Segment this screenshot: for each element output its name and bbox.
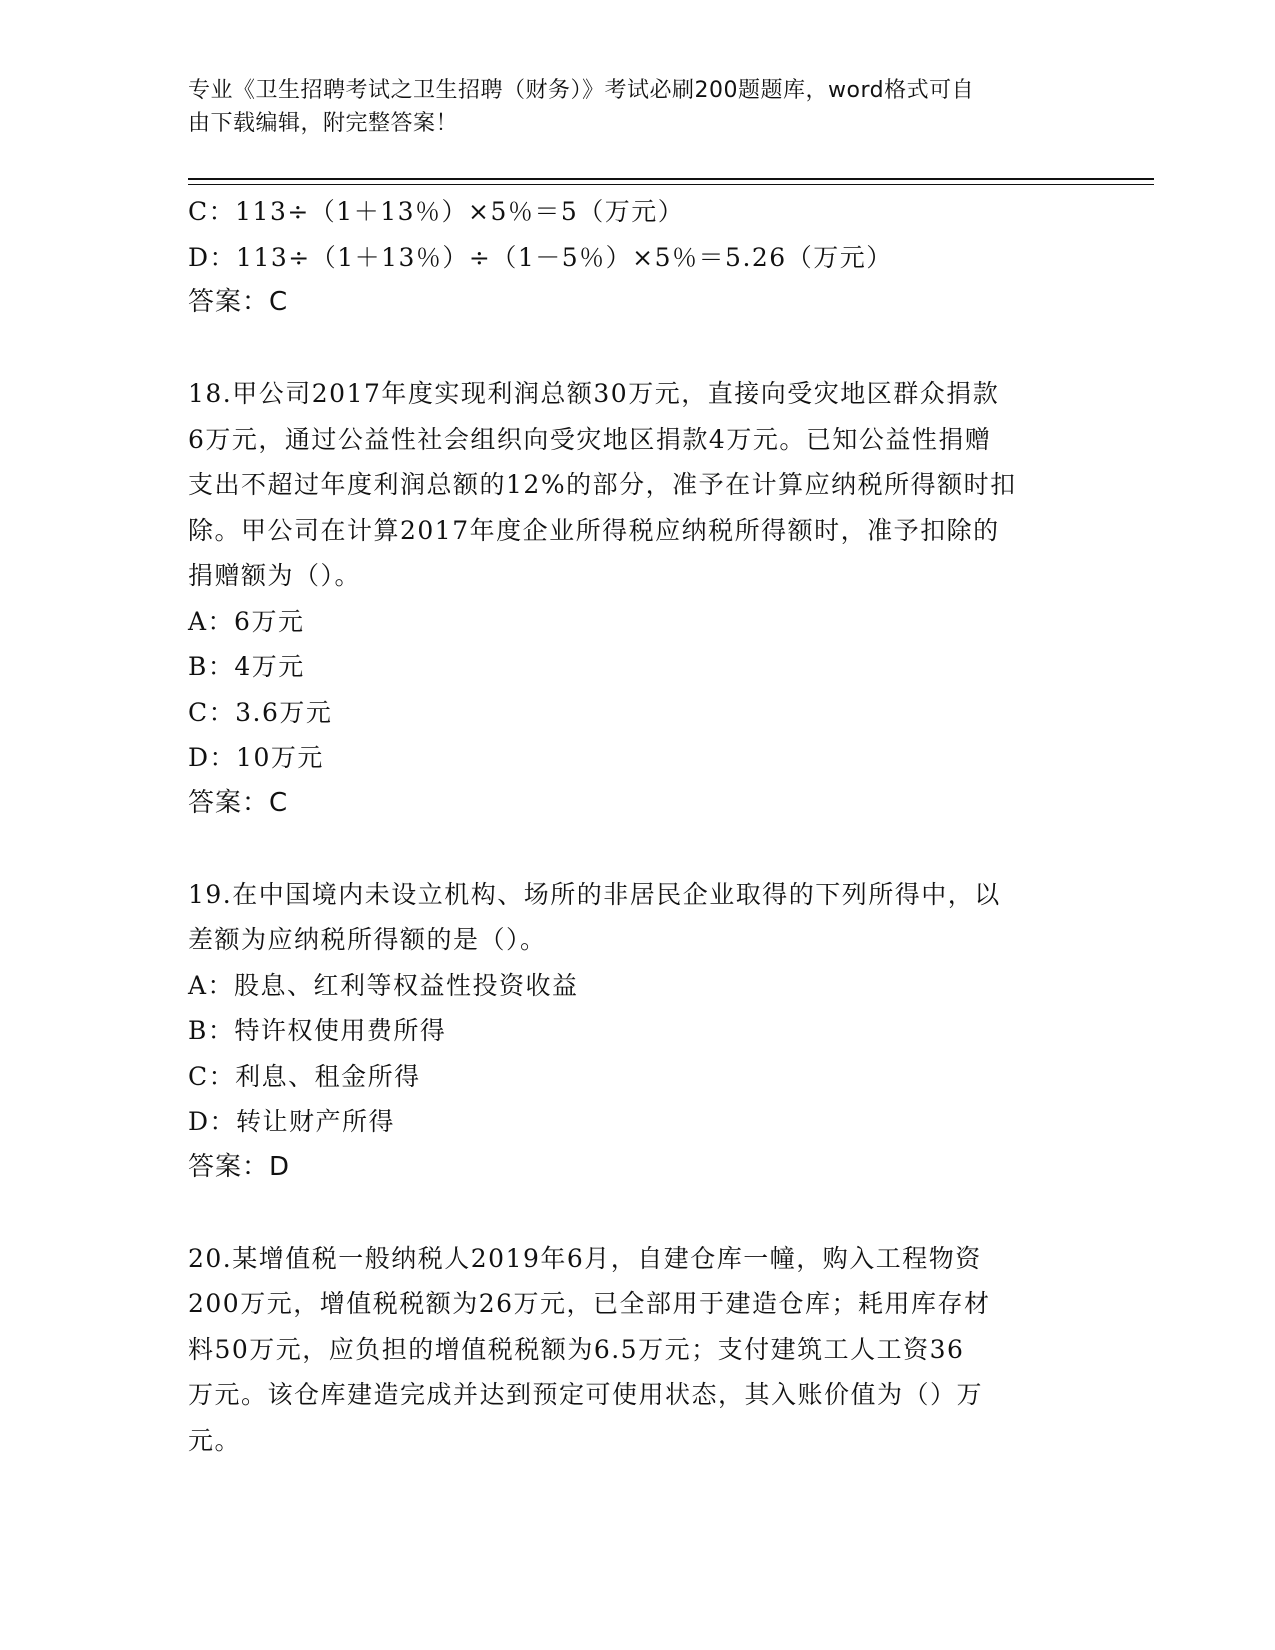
q18-answer: 答案：C	[188, 787, 289, 818]
q19-option-c: C：利息、租金所得	[188, 1061, 421, 1091]
q19-option-b: B：特许权使用费所得	[188, 1016, 447, 1045]
q18-option-a: A：6万元	[188, 606, 305, 636]
q18-stem-line: 除。甲公司在计算2017年度企业所得税应纳税所得额时，准予扣除的	[188, 515, 1000, 545]
q19-option-d: D：转让财产所得	[188, 1107, 396, 1136]
q20-stem-line: 20.某增值税一般纳税人2019年6月，自建仓库一幢，购入工程物资	[188, 1243, 982, 1273]
q18-stem-line: 支出不超过年度利润总额的12%的部分，准予在计算应纳税所得额时扣	[188, 470, 1017, 499]
q18-stem-line: 捐赠额为（）。	[188, 561, 362, 590]
q18-option-b: B：4万元	[188, 652, 305, 681]
page-header	[188, 74, 1088, 140]
q20-stem-line: 200万元，增值税税额为26万元，已全部用于建造仓库；耗用库存材	[188, 1289, 991, 1318]
q18-option-d: D：10万元	[188, 743, 324, 772]
q18-stem-line: 18.甲公司2017年度实现利润总额30万元，直接向受灾地区群众捐款	[188, 379, 1000, 408]
prev-option-c: C：113÷（1＋13％）×5％＝5（万元）	[188, 197, 685, 226]
prev-answer: 答案：C	[188, 287, 289, 317]
q19-answer: 答案：D	[188, 1151, 291, 1182]
spacer	[188, 826, 1088, 872]
prev-option-d: D：113÷（1＋13％）÷（1－5％）×5％＝5.26（万元）	[188, 242, 893, 272]
q19-stem-line: 19.在中国境内未设立机构、场所的非居民企业取得的下列所得中，以	[188, 879, 1001, 909]
q20-stem-line: 料50万元，应负担的增值税税额为6.5万元；支付建筑工人工资36	[188, 1334, 965, 1364]
spacer	[188, 326, 1088, 372]
header-line-2: 由下载编辑，附完整答案！	[188, 111, 459, 136]
q20-stem-line: 元。	[188, 1425, 242, 1455]
q19-stem-line: 差额为应纳税所得额的是（）。	[188, 925, 547, 954]
q18-option-c: C：3.6万元	[188, 697, 333, 727]
document-body	[188, 189, 1088, 1463]
q19-option-a: A：股息、红利等权益性投资收益	[188, 970, 579, 1000]
spacer	[188, 1190, 1088, 1236]
header-divider-thick	[188, 178, 1154, 180]
header-divider-thin	[188, 184, 1154, 185]
q20-stem-line: 万元。该仓库建造完成并达到预定可使用状态，其入账价值为（）万	[188, 1380, 984, 1409]
q18-stem-line: 6万元，通过公益性社会组织向受灾地区捐款4万元。已知公益性捐赠	[188, 424, 992, 454]
header-line-1: 专业《卫生招聘考试之卫生招聘（财务）》考试必刷200题题库，word格式可自	[188, 78, 975, 103]
